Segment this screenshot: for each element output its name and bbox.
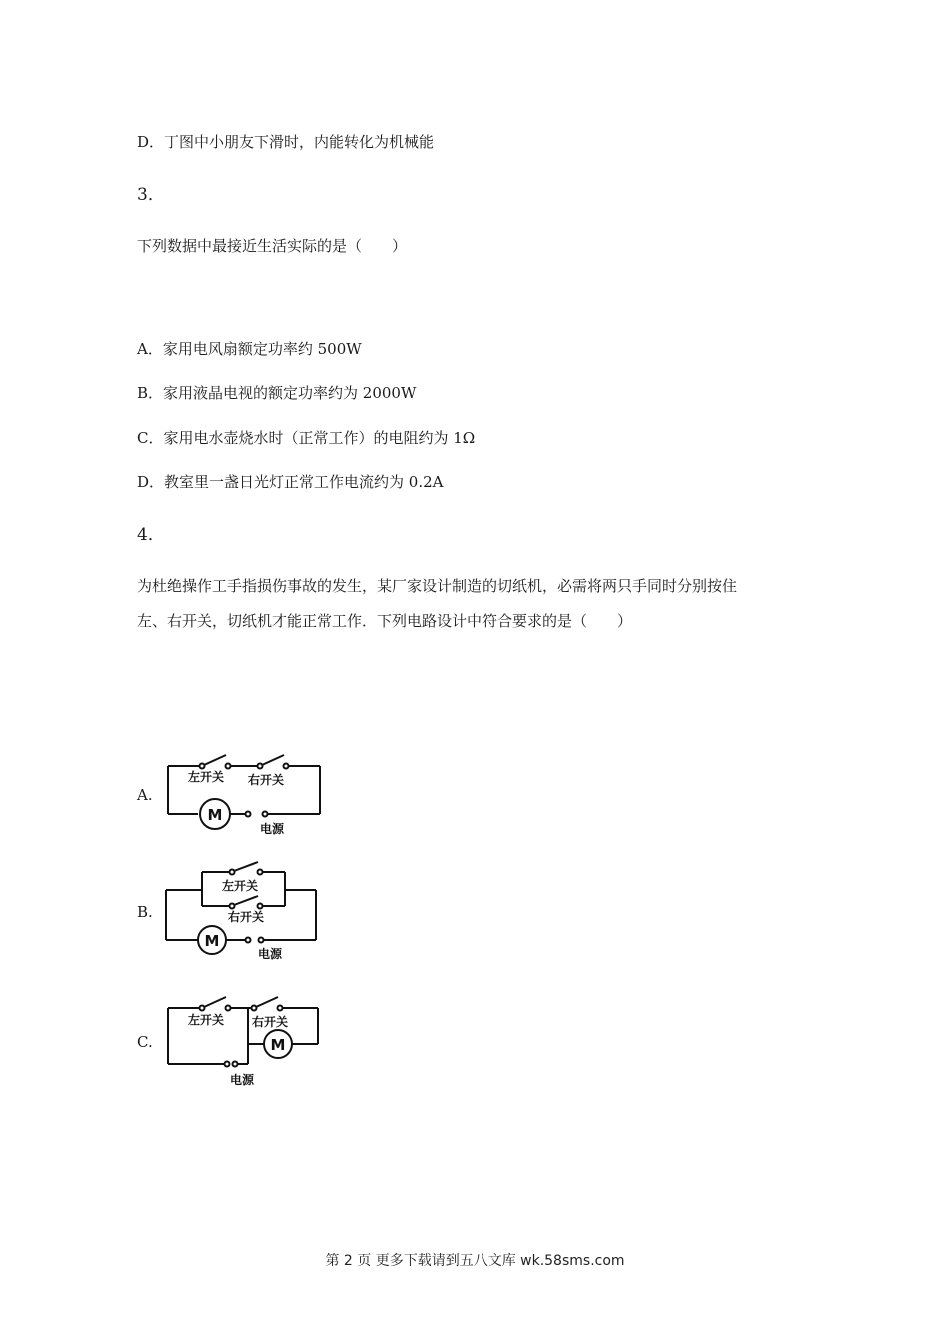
q3-option-d: D．教室里一盏日光灯正常工作电流约为 0.2A <box>137 473 444 491</box>
right-switch-label-b: 右开关 <box>228 910 265 924</box>
q3-number: 3． <box>137 185 165 205</box>
motor-symbol-c: M <box>270 1036 286 1054</box>
left-switch-label-a: 左开关 <box>188 770 225 784</box>
power-source-label-b: 电源 <box>258 947 283 961</box>
left-switch-label-c: 左开关 <box>188 1013 225 1027</box>
circuit-diagram-a <box>160 748 330 838</box>
power-source-label-c: 电源 <box>230 1073 255 1087</box>
motor-symbol-a: M <box>207 806 223 824</box>
q4-stem-line1: 为杜绝操作工手指损伤事故的发生，某厂家设计制造的切纸机，必需将两只手同时分别按住 <box>137 577 738 595</box>
q3-stem: 下列数据中最接近生活实际的是（ ） <box>137 237 408 255</box>
q4-stem-line2: 左、右开关，切纸机才能正常工作．下列电路设计中符合要求的是（ ） <box>137 612 633 630</box>
circuit-diagram-c <box>160 992 330 1092</box>
right-switch-label-c: 右开关 <box>252 1015 289 1029</box>
q4-number: 4． <box>137 525 165 545</box>
page-footer: 第 2 页 更多下载请到五八文库 wk.58sms.com <box>325 1253 625 1269</box>
q4-option-a-label: A. <box>137 786 153 804</box>
power-source-label-a: 电源 <box>260 822 285 836</box>
right-switch-label-a: 右开关 <box>248 773 285 787</box>
q4-option-c-label: C. <box>137 1033 153 1051</box>
circuit-diagram-b <box>160 860 330 965</box>
left-switch-label-b: 左开关 <box>222 879 259 893</box>
motor-symbol-b: M <box>204 932 220 950</box>
q2-option-d: D．丁图中小朋友下滑时，内能转化为机械能 <box>137 133 435 151</box>
q3-option-b: B．家用液晶电视的额定功率约为 2000W <box>137 384 417 402</box>
q3-option-c: C．家用电水壶烧水时（正常工作）的电阻约为 1Ω <box>137 429 476 447</box>
q3-option-a: A．家用电风扇额定功率约 500W <box>137 340 362 358</box>
q4-option-b-label: B. <box>137 903 153 921</box>
